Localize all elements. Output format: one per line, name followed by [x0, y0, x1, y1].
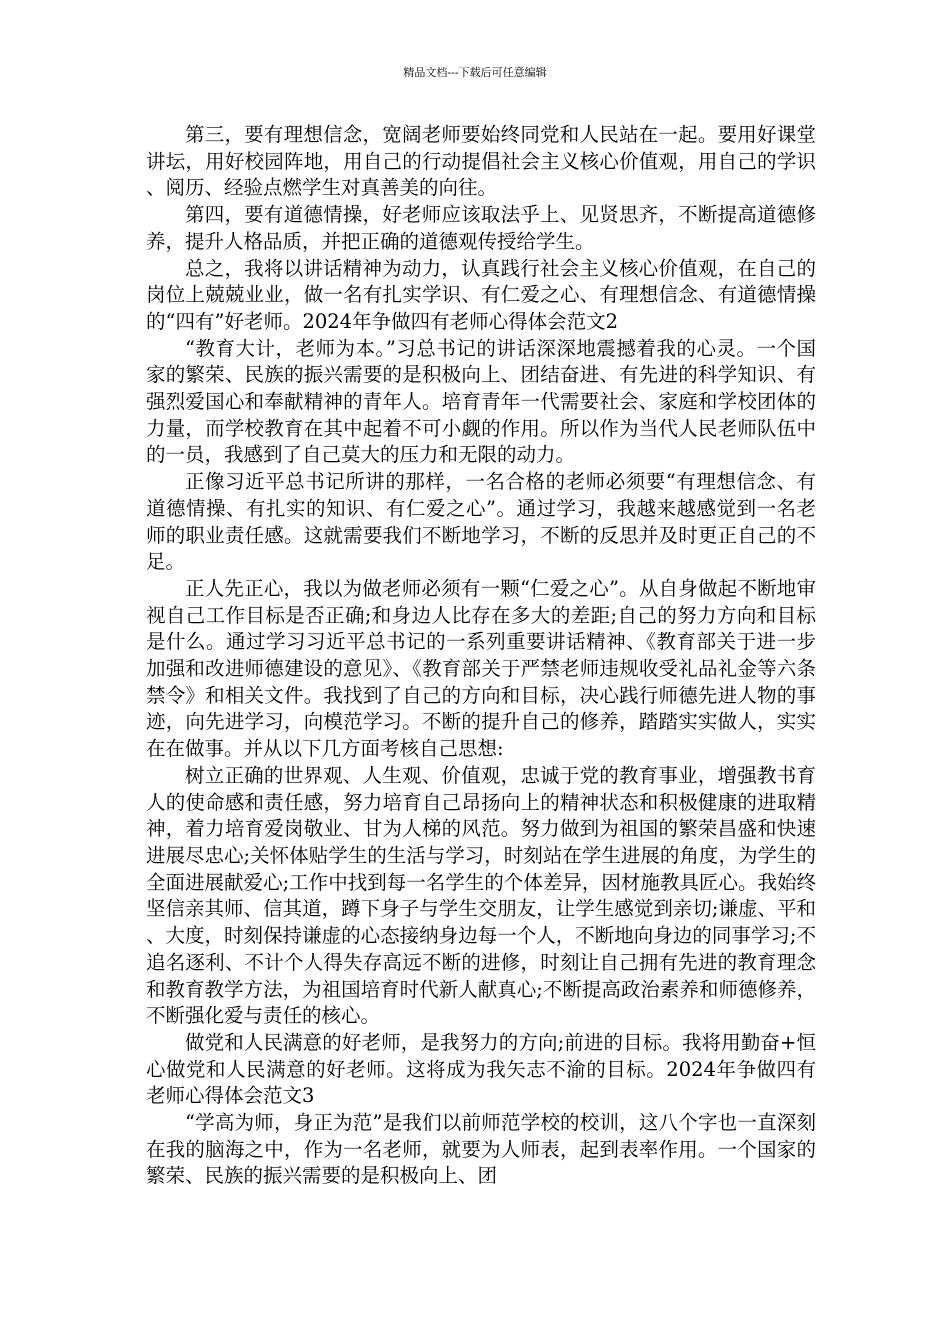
paragraph: 总之，我将以讲话精神为动力，认真践行社会主义核心价值观，在自己的岗位上兢兢业业，做一名有扎实学识、有仁爱之心、有理想信念、有道德情操的“四有”好老师。2024年争做四有老师心得体会范文2 [146, 256, 816, 333]
paragraph: “学高为师，身正为范”是我们以前师范学校的校训，这八个字也一直深刻在我的脑海之中，作为一名老师，就要为人师表，起到表率作用。一个国家的繁荣、民族的振兴需要的是积极向上、团 [146, 1111, 816, 1188]
paragraph: 做党和人民满意的好老师，是我努力的方向;前进的目标。我将用勤奋+恒心做党和人民满意的好老师。这将成为我矢志不渝的目标。2024年争做四有老师心得体会范文3 [146, 1030, 816, 1108]
paragraph: 第四，要有道德情操，好老师应该取法乎上、见贤思齐，不断提高道德修养，提升人格品质，并把正确的道德观传授给学生。 [146, 203, 816, 253]
page-header: 精品文档---下载后可任意编辑 [403, 66, 547, 79]
paragraph: 正人先正心，我以为做老师必须有一颗“仁爱之心”。从自身做起不断地审视自己工作目标是否正确;和身边人比存在多大的差距;自己的努力方向和目标是什么。通过学习习近平总书记的一系列重要讲话精神、《教育部关于进一步加强和改进师德建设的意见》、《教育部关于严禁老师违规收受礼品礼金等六条禁令》和相关文件。我找到了自己的方向和目标，决心践行师德先进人物的事迹，向先进学习，向模范学习。不断的提升自己的修养，踏踏实实做人，实实在在做事。并从以下几方面考核自己思想: [146, 576, 816, 761]
paragraph: 正像习近平总书记所讲的那样，一名合格的老师必须要“有理想信念、有道德情操、有扎实的知识、有仁爱之心”。通过学习，我越来越感觉到一名老师的职业责任感。这就需要我们不断地学习，不断的反思并及时更正自己的不足。 [146, 470, 816, 574]
paragraph: 第三，要有理想信念，宽阔老师要始终同党和人民站在一起。要用好课堂讲坛，用好校园阵地，用自己的行动提倡社会主义核心价值观，用自己的学识、阅历、经验点燃学生对真善美的向往。 [146, 123, 816, 200]
document-body [146, 122, 816, 1190]
paragraph: 树立正确的世界观、人生观、价值观，忠诚于党的教育事业，增强教书育人的使命感和责任感，努力培育自己昂扬向上的精神状态和积极健康的进取精神，着力培育爱岗敬业、甘为人梯的风范。努力做到为祖国的繁荣昌盛和快速进展尽忠心;关怀体贴学生的生活与学习，时刻站在学生进展的角度，为学生的全面进展献爱心;工作中找到每一名学生的个体差异，因材施教具匠心。我始终坚信亲其师、信其道，蹲下身子与学生交朋友，让学生感觉到亲切;谦虚、平和、大度，时刻保持谦虚的心态接纳身边每一个人，不断地向身边的同事学习;不追名逐利、不计个人得失存高远不断的进修，时刻让自己拥有先进的教育理念和教育教学方法，为祖国培育时代新人献真心;不断提高政治素养和师德修养，不断强化爱与责任的核心。 [146, 763, 816, 1028]
paragraph: “教育大计，老师为本。”习总书记的讲话深深地震撼着我的心灵。一个国家的繁荣、民族的振兴需要的是积极向上、团结奋进、有先进的科学知识、有强烈爱国心和奉献精神的青年人。培育青年一代需要社会、家庭和学校团体的力量，而学校教育在其中起着不可小觑的作用。所以作为当代人民老师队伍中的一员，我感到了自己莫大的压力和无限的动力。 [146, 336, 816, 467]
